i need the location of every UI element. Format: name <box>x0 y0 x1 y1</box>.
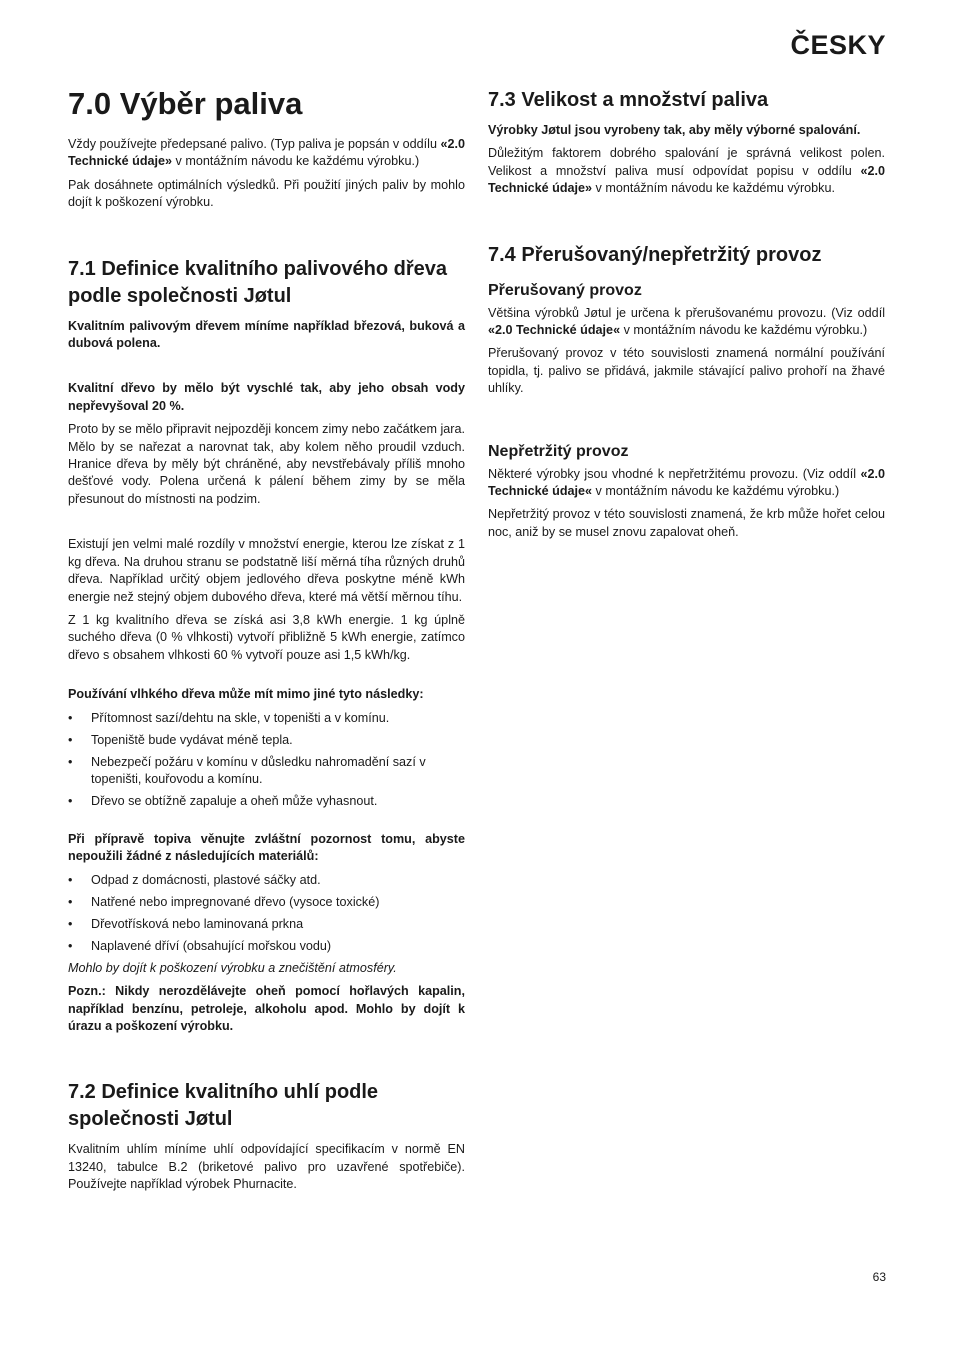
s70-p1-ref: «2.0 Technické údaje» <box>68 137 465 169</box>
s73-text-a: Důležitým faktorem dobrého spalování je správná velikost polen. Velikost a množství paliva musí odpovídat popisu v oddílu <box>488 146 885 178</box>
intermittent-text-a: Většina výrobků Jøtul je určena k přerušovanému provozu. (Viz oddíl <box>488 305 885 320</box>
list-item: • Dřevo se obtížně zapaluje a oheň může vyhasnout. <box>68 793 465 810</box>
intermittent-p2: Přerušovaný provoz v této souvislosti znamená normální používání topidla, tj. palivo se přidává, jakmile stávající palivo prohoří na žhavé uhlíky. <box>488 346 885 396</box>
intermittent-p1 <box>488 305 885 340</box>
s71-energy-p2: Z 1 kg kvalitního dřeva se získá asi 3,8 kWh energie. 1 kg úplně suchého dřeva (0 % vlhkosti) vytvoří přibližně 5 kWh energie, zatímco dřevo s obsahem vlhkosti 60 % vytvoří pouze asi 1,5 kWh/kg. <box>68 612 465 662</box>
s71-wet-lead: Používání vlhkého dřeva může mít mimo jiné tyto následky: <box>68 687 424 702</box>
forbidden-materials-list <box>68 872 465 955</box>
continuous-p1 <box>488 466 885 501</box>
s71-energy-p1: Existují jen velmi malé rozdíly v množství energie, kterou lze získat z 1 kg dřeva. Na druhou stranu se podstatně liší měrná tíha různých druhů dřeva. Například určitý objem jedlového dřeva poskytne méně kWh energie než stejný objem dubového dřeva, které má větší měrnou tíhu. <box>68 537 465 604</box>
right-column <box>488 86 885 547</box>
continuous-text-c: v montážním návodu ke každému výrobku.) <box>592 484 840 499</box>
s72-text: Kvalitním uhlím míníme uhlí odpovídající specifikacím v normě EN 13240, tabulce B.2 (briketové palivo pro uzavřené spotřebiče). Používejte například výrobek Phurnacite. <box>68 1142 465 1192</box>
s71-materials-lead: Při přípravě topiva věnujte zvláštní pozornost tomu, abyste nepoužili žádné z následujících materiálů: <box>68 831 465 864</box>
intermittent-text-c: v montážním návodu ke každému výrobku.) <box>620 323 868 338</box>
list-item: • Topeniště bude vydávat méně tepla. <box>68 732 465 749</box>
section-7-0-title: 7.0 Výběr paliva <box>68 86 303 121</box>
s70-p1-text-a: Vždy používejte předepsané palivo. (Typ paliva je popsán v oddílu <box>68 137 441 151</box>
left-column <box>68 86 465 1200</box>
s71-materials-note: Mohlo by dojít k poškození výrobku a znečištění atmosféry. <box>68 960 397 975</box>
list-item: • Natřené nebo impregnované dřevo (vysoce toxické) <box>68 894 465 911</box>
section-7-3-title: 7.3 Velikost a množství paliva <box>488 89 769 111</box>
list-item: • Naplavené dříví (obsahující mořskou vodu) <box>68 938 465 955</box>
s70-p1-text-c: v montážním návodu ke každému výrobku.) <box>172 154 420 169</box>
list-item: • Dřevotřísková nebo laminovaná prkna <box>68 916 465 933</box>
section-7-2-title: 7.2 Definice kvalitního uhlí podle společnosti Jøtul <box>68 1081 379 1131</box>
continuous-title: Nepřetržitý provoz <box>488 442 629 460</box>
s70-paragraph-1 <box>68 136 465 171</box>
s71-dry-text: Proto by se mělo připravit nejpozději koncem zimy nebo začátkem jara. Mělo by se nařezat a narovnat tak, aby kolem něho proudil vzduch. Hranice dřeva by měly být chráněné, aby nevstřebávaly příliš mnoho dešťové vody. Polena určená k pálení během zimy by se měla přesunout do místnosti na podzim. <box>68 422 465 506</box>
s73-text-c: v montážním návodu ke každému výrobku. <box>592 181 835 196</box>
s70-paragraph-2: Pak dosáhnete optimálních výsledků. Při použití jiných paliv by mohlo dojít k poškození výrobku. <box>68 177 465 210</box>
list-item: • Přítomnost sazí/dehtu na skle, v topeništi a v komínu. <box>68 710 465 727</box>
intermittent-title: Přerušovaný provoz <box>488 281 642 299</box>
list-item: • Nebezpečí požáru v komínu v důsledku nahromadění sazí v topeništi, kouřovodu a komínu. <box>68 754 465 789</box>
s73-paragraph <box>488 145 885 197</box>
s71-dry-lead: Kvalitní dřevo by mělo být vyschlé tak, aby jeho obsah vody nepřevyšoval 20 %. <box>68 381 465 413</box>
section-7-1-title: 7.1 Definice kvalitního palivového dřeva podle společnosti Jøtul <box>68 257 448 307</box>
continuous-ref: «2.0 Technické údaje« <box>488 466 885 499</box>
page-number: 63 <box>872 1270 886 1284</box>
intermittent-ref: «2.0 Technické údaje« <box>488 323 621 338</box>
language-label: ČESKY <box>790 30 886 60</box>
s73-lead: Výrobky Jøtul jsou vyrobeny tak, aby měly výborné spalování. <box>488 123 861 137</box>
section-7-4-title: 7.4 Přerušovaný/nepřetržitý provoz <box>488 243 822 266</box>
continuous-p2: Nepřetržitý provoz v této souvislosti znamená, že krb může hořet celou noc, aniž by se musel znovu zapalovat oheň. <box>488 507 885 539</box>
s71-warning: Pozn.: Nikdy nerozdělávejte oheň pomocí hořlavých kapalin, například benzínu, petroleje, alkoholu apod. Mohlo by dojít k úrazu a poškození výrobku. <box>68 984 465 1033</box>
s71-lead: Kvalitním palivovým dřevem míníme například březová, buková a dubová polena. <box>68 318 465 351</box>
continuous-text-a: Některé výrobky jsou vhodné k nepřetržitému provozu. (Viz oddíl <box>488 466 861 481</box>
wet-wood-consequences-list <box>68 710 465 811</box>
list-item: • Odpad z domácnosti, plastové sáčky atd. <box>68 872 465 889</box>
s73-ref: «2.0 Technické údaje» <box>488 163 885 196</box>
